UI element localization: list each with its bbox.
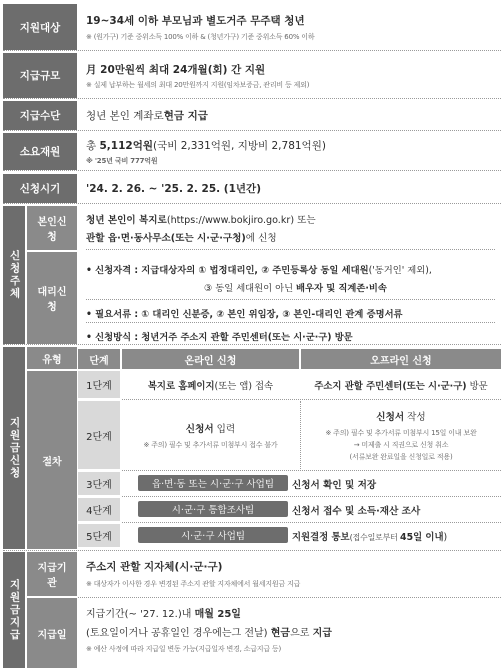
label-pay-day: 지급일 [27,598,77,668]
procedure-table [78,349,501,547]
pay-day-line2-bold2: 지급 [312,628,332,639]
step4-pill: 시·군·구 통합조사팀 [138,501,288,517]
proxy-qual-a-rest: ('동거인' 제외), [368,265,432,276]
self-line2-rest: 에 신청 [245,233,277,244]
target-note: ※ (원가구) 기준 중위소득 100% 이하 & (청년가구) 기준 중위소득 60% 이하 [86,33,315,41]
step2-offline-note2: → 미제출 시 직권으로 신청 취소 [353,440,449,449]
pay-day-line2-pre: (토요일이거나 공휴일인 경우에는그 전날) [86,628,271,639]
proxy-qual-title: • 신청자격 : 지급대상자의 [86,265,199,276]
proxy-how: • 신청방식 : 청년거주 주소지 관할 주민센터(또는 시·군·구) 방문 [86,332,353,343]
amount-text: 月 20만원씩 최대 24개월(회) 간 지원 [86,64,266,76]
budget-pre: 총 [86,140,100,152]
period-text: '24. 2. 26. ~ '25. 2. 25. (1년간) [86,183,261,195]
pay-day-note: ※ 예산 사정에 따라 지급일 변동 가능(지급일자 변경, 소급지급 등) [86,645,282,653]
pay-day-line2-mid: 으로 [290,628,313,639]
label-pay-org: 지급기관 [27,552,77,596]
pay-day-line1-pre: 지급기간(~ '27. 12.)내 [86,609,195,620]
step2-offline-bold: 신청서 [376,411,405,423]
pay-org-text: 주소지 관할 지자체(시·군·구) [86,561,223,573]
row-applicant [3,206,501,345]
proxy-qual-b-pre: ③ 동일 세대원이 아닌 [204,283,297,294]
step3-text: 신청서 확인 및 저장 [292,480,377,491]
row-method [3,101,501,131]
budget-detail: (국비 2,331억원, 지방비 2,781억원) [152,140,326,152]
self-line2-bold: 관할 읍·면·동사무소(또는 시·군·구청) [86,233,246,244]
label-period: 신청시기 [3,174,77,203]
budget-note: ※ '25년 국비 777억원 [86,157,158,165]
col-step: 단계 [78,349,120,369]
col-online: 온라인 신청 [122,349,299,369]
label-budget: 소요재원 [3,133,77,170]
step3-num: 3단계 [78,472,120,495]
target-text: 19~34세 이하 부모님과 별도거주 무주택 청년 [86,15,305,27]
step2-offline-rest: 작성 [404,411,426,423]
step4-num: 4단계 [78,498,120,521]
step1-offline-bold: 주소지 관할 주민센터(또는 시·군·구) [314,380,467,392]
label-proxy-apply: 대리신청 [27,252,77,344]
budget-total: 5,112억원 [99,140,153,152]
step1-online-rest: (또는 앱) 접속 [214,380,274,392]
self-line1-rest: (https://www.bokjiro.go.kr) 또는 [166,215,316,226]
row-budget [3,133,501,171]
label-steps: 절차 [27,371,77,549]
step2-online-rest: 입력 [213,423,236,435]
proxy-qual-a: ① 법정대리인, ② 주민등록상 동일 세대원 [198,265,369,276]
method-bold: 현금 지급 [163,110,208,122]
proxy-docs: • 필요서류 : ① 대리인 신분증, ② 본인 위임장, ③ 본인-대리인 관계 증명서류 [86,309,403,320]
pay-day-line2-bold: 현금 [270,628,291,639]
step2-num: 2단계 [78,401,120,469]
row-amount [3,53,501,99]
label-applicant: 신청주체 [3,206,25,344]
step2-online-bold: 신청서 [185,423,214,435]
label-payment: 지원금지급 [3,552,25,668]
step2-online-note: ※ 주의) 필수 및 추가서류 미첨부시 접수 불가 [143,440,278,449]
pay-day-line1-bold: 매월 25일 [194,609,241,620]
step5-num: 5단계 [78,524,120,547]
row-period [3,174,501,204]
step1-online-bold: 복지로 홈페이지 [147,380,215,392]
step5-text: 지원결정 통보(접수일로부터 45일 이내) [292,532,448,543]
pay-org-note: ※ 대상자가 이사한 경우 변경된 주소지 관할 지자체에서 월세지원금 지급 [86,580,301,588]
row-target [3,4,501,51]
step2-offline-note3: (서류보완 완료일을 신청일로 적용) [349,452,453,461]
proxy-qual-b: 배우자 및 직계존·비속 [296,283,387,294]
step1-offline-rest: 방문 [466,380,488,392]
step3-pill: 읍·면·동 또는 시·군·구 사업팀 [138,475,288,491]
step1-num: 1단계 [78,371,120,398]
step4-text: 신청서 접수 및 소득·재산 조사 [292,506,421,517]
amount-note: ※ 실제 납부하는 월세의 최대 20만원까지 지원(임차보증금, 관리비 등 제외) [86,81,310,89]
label-self-apply: 본인신청 [27,206,77,250]
label-type: 유형 [27,347,77,369]
label-procedure: 지원금신청 [3,347,25,549]
label-amount: 지급규모 [3,53,77,98]
label-target: 지원대상 [3,4,77,50]
col-offline: 오프라인 신청 [301,349,501,369]
method-text: 청년 본인 계좌로 [86,110,164,122]
label-method: 지급수단 [3,101,77,130]
self-line1-bold: 청년 본인이 복지로 [86,215,167,226]
step5-pill: 시·군·구 사업팀 [138,527,288,543]
step2-offline-note1: ※ 주의) 필수 및 추가서류 미첨부시 15일 이내 보완 [325,428,477,437]
